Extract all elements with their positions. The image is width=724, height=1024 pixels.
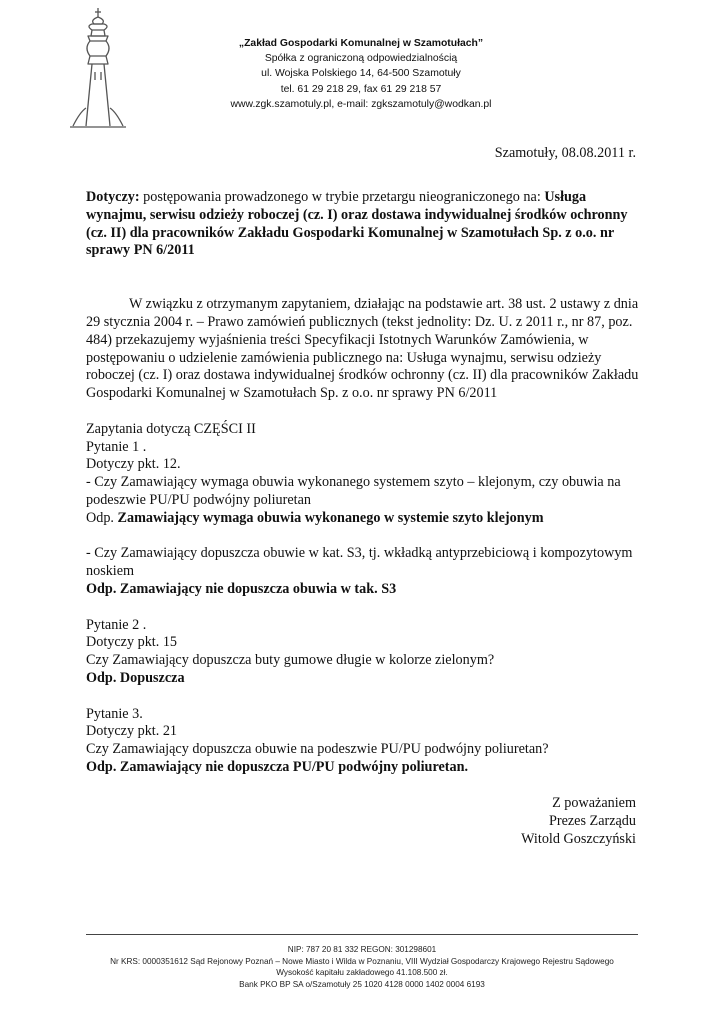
q3-ref: Dotyczy pkt. 21: [86, 723, 178, 740]
footer-divider: [86, 934, 638, 935]
q1-answer-b: Odp. Zamawiający nie dopuszcza obuwia w tak. S3: [86, 580, 397, 597]
company-form: Spółka z ograniczoną odpowiedzialnością: [264, 53, 458, 65]
q1-heading: Pytanie 1 .: [86, 438, 147, 455]
q2-answer: Odp. Dopuszcza: [86, 669, 185, 686]
q2-ref: Dotyczy pkt. 15: [86, 634, 178, 651]
section-title: Zapytania dotyczą CZĘŚCI II: [86, 420, 256, 437]
q2-heading: Pytanie 2 .: [86, 616, 147, 633]
signature-block: [521, 794, 636, 849]
subject-lead: postępowania prowadzonego w trybie przetargu nieograniczonego na:: [143, 189, 541, 205]
q1-question-b: - Czy Zamawiający dopuszcza obuwie w kat. S3, tj. wkładką antyprzebiciową i kompozytowym noskiem: [86, 545, 633, 580]
subject-title: Usługa wynajmu, serwisu odzieży roboczej (cz. I) oraz dostawa indywidualnej środków ochronny (cz. II) dla pracowników Zakładu Gospodarki Komunalnej w Szamotułach Sp. z o.o. nr sprawy PN 6/2011: [86, 189, 628, 259]
footer-capital: Wysokość kapitału zakładowego 41.108.500 zł.: [276, 968, 448, 978]
subject-label: Dotyczy:: [86, 189, 140, 205]
letter-body: [86, 189, 646, 777]
q3-answer: Odp. Zamawiający nie dopuszcza PU/PU podwójny poliuretan.: [86, 758, 469, 775]
signature-role: Prezes Zarządu: [548, 813, 636, 830]
letter-date: Szamotuły, 08.08.2011 r.: [494, 145, 636, 161]
company-phone: tel. 61 29 218 29, fax 61 29 218 57: [280, 83, 442, 95]
intro-paragraph: W związku z otrzymanym zapytaniem, działając na podstawie art. 38 ust. 2 ustawy z dnia 29 stycznia 2004 r. – Prawo zamówień publicznych (tekst jednolity: Dz. U. z 2011 r., nr 87, poz. 484) przekazujemy wyjaśnienia treści Specyfikacji Istotnych Warunków Zamówienia, w postępowaniu o udzielenie zamówienia publicznego na: Usługa wynajmu, serwisu odzieży roboczej (cz. I) oraz dostawa indywidualnej środków ochronny (cz. II) dla pracowników Zakładu Gospodarki Komunalnej w Szamotułach Sp. z o.o. nr sprawy PN 6/2011: [86, 296, 639, 402]
q1-question-a: - Czy Zamawiający wymaga obuwia wykonanego systemem szyto – klejonym, czy obuwia na podeszwie PU/PU podwójny poliuretan: [86, 474, 621, 508]
q3-heading: Pytanie 3.: [86, 705, 143, 722]
q1-answer-a: [86, 510, 646, 528]
signature-name: Witold Goszczyński: [521, 831, 636, 848]
letterhead: [200, 36, 522, 112]
q1-ref: Dotyczy pkt. 12.: [86, 456, 181, 473]
signature-closing: Z poważaniem: [552, 795, 636, 811]
company-web: www.zgk.szamotuly.pl, e-mail: zgkszamotuly@wodkan.pl: [230, 98, 492, 110]
footer-krs: Nr KRS: 0000351612 Sąd Rejonowy Poznań – Nowe Miasto i Wilda w Poznaniu, VIII Wydział Gospodarczy Krajowego Rejestru Sądowego: [110, 956, 614, 966]
q1-answer-a-text: Zamawiający wymaga obuwia wykonanego w systemie szyto klejonym: [117, 509, 544, 526]
q3-question: Czy Zamawiający dopuszcza obuwie na podeszwie PU/PU podwójny poliuretan?: [86, 741, 549, 758]
footer-bank: Bank PKO BP SA o/Szamotuły 25 1020 4128 0000 1402 0004 6193: [239, 979, 485, 989]
company-tower-logo: [70, 8, 170, 128]
footer-tax-ids: NIP: 787 20 81 332 REGON: 301298601: [287, 945, 437, 954]
q1-answer-a-prefix: Odp.: [86, 509, 114, 526]
subject: [86, 189, 646, 260]
footer: [40, 944, 684, 990]
company-name: „Zakład Gospodarki Komunalnej w Szamotułach”: [238, 38, 484, 49]
q2-question: Czy Zamawiający dopuszcza buty gumowe długie w kolorze zielonym?: [86, 652, 495, 669]
company-address: ul. Wojska Polskiego 14, 64-500 Szamotuły: [261, 68, 461, 80]
